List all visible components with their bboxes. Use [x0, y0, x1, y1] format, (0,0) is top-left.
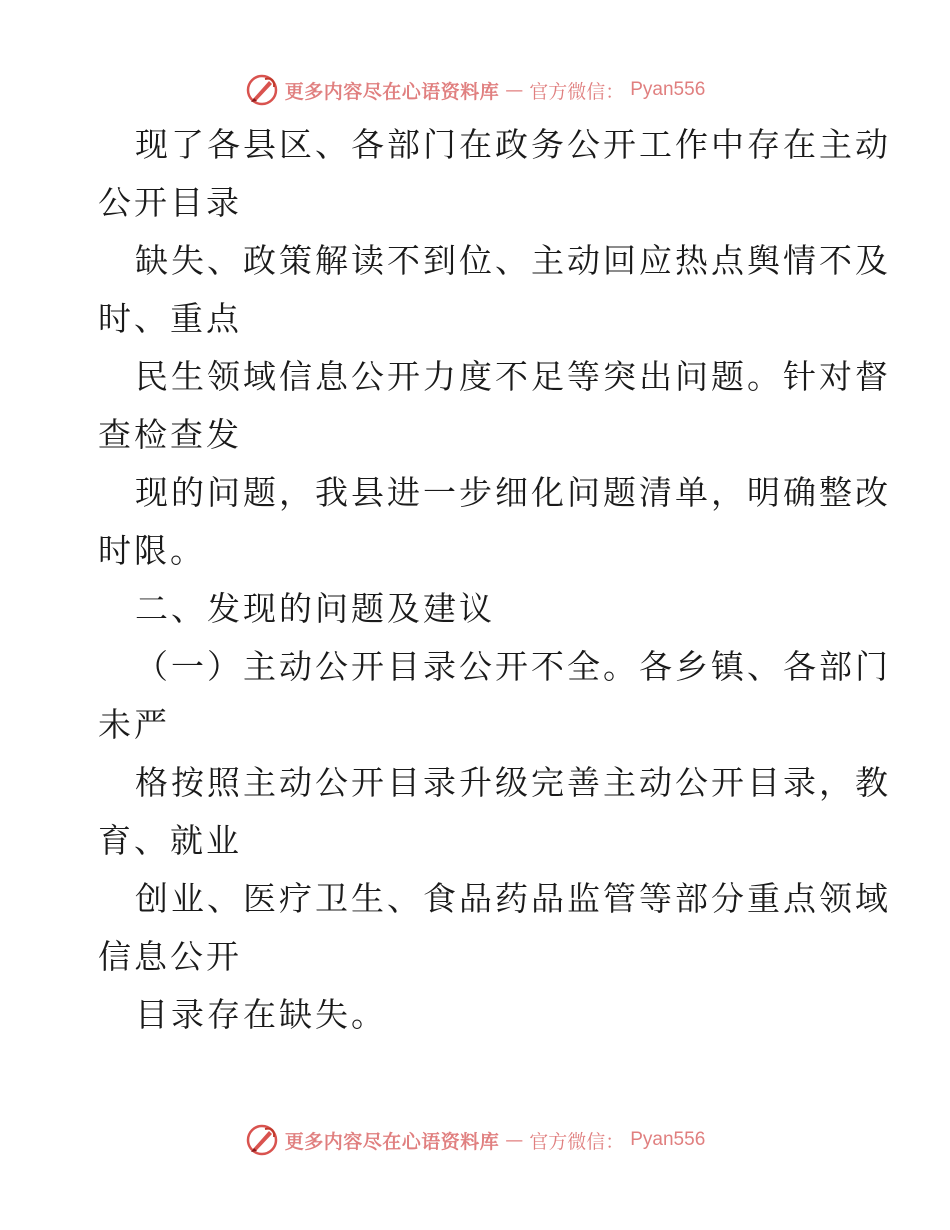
watermark-brand: 更多内容尽在心语资料库	[284, 80, 500, 103]
text-line: 时限。	[98, 531, 206, 570]
quill-pen-logo-icon	[245, 1123, 279, 1157]
watermark-wechat-id: Pyan556	[630, 79, 706, 100]
text-line: 创业、医疗卫生、食品药品监管等部分重点领域	[135, 879, 891, 918]
text-line: 查检查发	[98, 415, 242, 454]
text-line: 现的问题，我县进一步细化问题清单，明确整改	[135, 473, 891, 512]
watermark-separator: —	[505, 1129, 524, 1151]
watermark-wechat-label: 官方微信：	[529, 80, 625, 103]
quill-pen-logo-icon	[245, 73, 279, 107]
text-line: 未严	[98, 705, 170, 744]
header-watermark	[0, 70, 950, 110]
text-line: 育、就业	[98, 821, 242, 860]
text-line: 公开目录	[98, 183, 242, 222]
watermark-brand: 更多内容尽在心语资料库	[284, 1130, 500, 1153]
text-line: 缺失、政策解读不到位、主动回应热点舆情不及	[135, 241, 891, 280]
text-line: 时、重点	[98, 299, 242, 338]
footer-watermark	[0, 1120, 950, 1160]
text-line: 格按照主动公开目录升级完善主动公开目录，教	[135, 763, 891, 802]
text-line: 民生领域信息公开力度不足等突出问题。针对督	[135, 357, 891, 396]
subsection-heading: （一）主动公开目录公开不全。各乡镇、各部门	[135, 647, 891, 686]
watermark-wechat-id: Pyan556	[630, 1129, 706, 1150]
watermark-wechat-label: 官方微信：	[529, 1130, 625, 1153]
section-heading: 二、发现的问题及建议	[135, 589, 495, 628]
text-line: 目录存在缺失。	[135, 995, 387, 1034]
text-line: 现了各县区、各部门在政务公开工作中存在主动	[135, 125, 891, 164]
text-line: 信息公开	[98, 937, 242, 976]
watermark-separator: —	[505, 79, 524, 101]
document-body	[98, 116, 891, 1044]
